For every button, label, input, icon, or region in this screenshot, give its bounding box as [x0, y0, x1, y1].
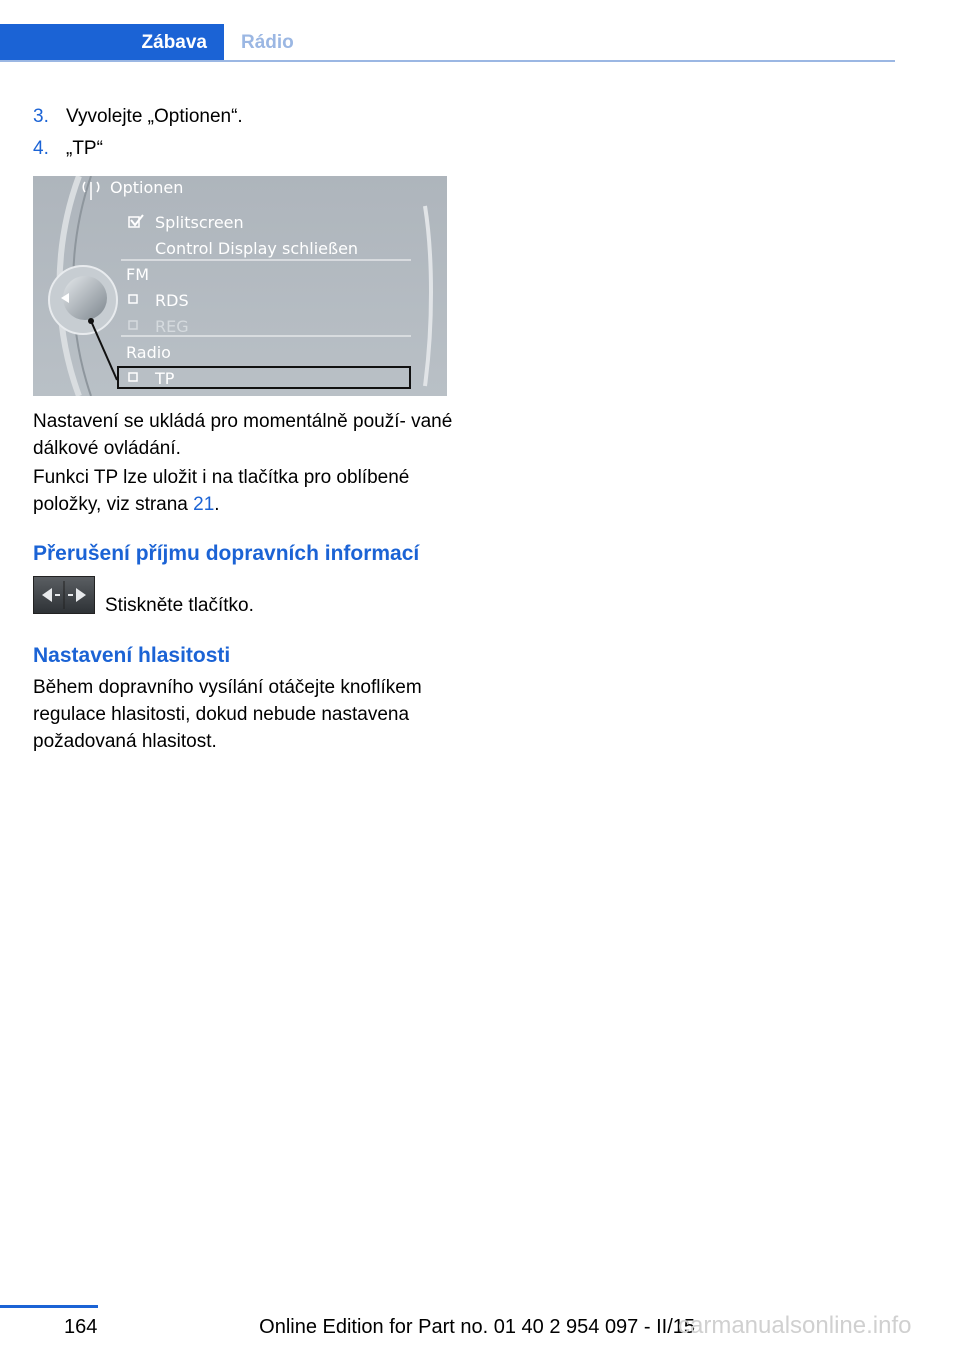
paragraph-text: Funkci TP lze uložit i na tlačítka pro oblíbené položky, viz strana	[33, 467, 410, 515]
menu-section-radio: Radio	[126, 343, 171, 362]
watermark: carmanualsonline.info	[678, 1312, 912, 1339]
header-rule	[0, 60, 895, 62]
menu-item-splitscreen: Splitscreen	[155, 213, 244, 232]
heading-interrupt-traffic: Přerušení příjmu dopravních informací	[33, 542, 420, 565]
page-link[interactable]: 21	[193, 494, 215, 515]
screen-title: Optionen	[110, 178, 184, 197]
button-instruction: Stiskněte tlačítko.	[105, 595, 254, 616]
paragraph-volume: Během dopravního vysílání otáčejte knoflíkem regulace hlasitosti, dokud nebude nastavena požadovaná hlasitost.	[33, 677, 422, 752]
paragraph-text: .	[214, 494, 220, 515]
skip-button-image	[33, 576, 95, 614]
page-header	[0, 24, 895, 62]
edition-text: Online Edition for Part no. 01 40 2 954 097 - II/15	[259, 1316, 695, 1338]
step-number: 3.	[33, 106, 49, 127]
step-text: Vyvolejte „Optionen“.	[66, 106, 243, 127]
paragraph-favorites	[33, 464, 453, 518]
tab-radio[interactable]: Rádio	[241, 32, 294, 53]
menu-item-reg: REG	[155, 317, 189, 336]
page-number: 164	[64, 1316, 98, 1338]
step-4	[33, 138, 103, 160]
paragraph-saved-per-key: Nastavení se ukládá pro momentálně použí‐ vané dálkové ovládání.	[33, 411, 453, 459]
footer-rule	[0, 1305, 98, 1308]
menu-item-rds: RDS	[155, 291, 189, 310]
options-screen-image	[33, 176, 447, 396]
step-number: 4.	[33, 138, 49, 159]
tab-zabava[interactable]: Zábava	[0, 24, 224, 62]
menu-item-tp: TP	[155, 369, 175, 388]
step-text: „TP“	[66, 138, 103, 159]
menu-section-fm: FM	[126, 265, 150, 284]
heading-volume: Nastavení hlasitosti	[33, 644, 231, 667]
step-3	[33, 106, 243, 128]
skip-arrows-icon	[34, 577, 94, 613]
menu-item-close-display: Control Display schließen	[155, 239, 359, 258]
